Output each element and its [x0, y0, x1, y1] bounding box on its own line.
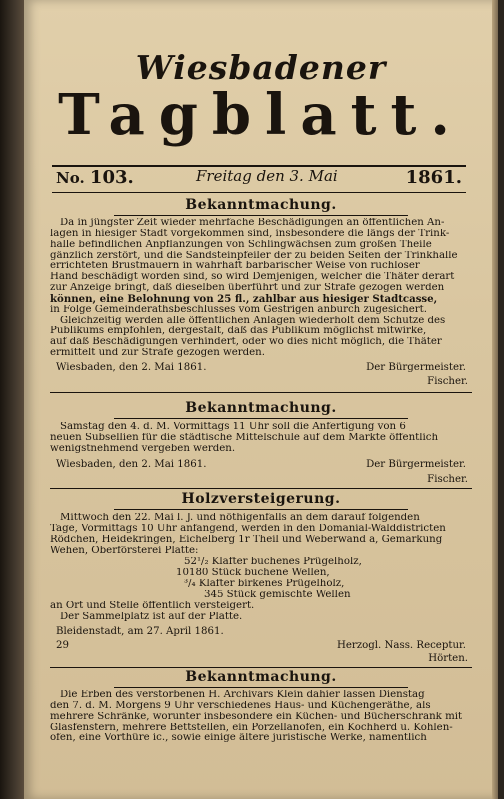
notice-line: Der Sammelplatz ist auf der Platte. [60, 611, 243, 622]
masthead-title: Tagblatt. [58, 82, 464, 148]
notice-1-signer-title: Der Bürgermeister. [366, 362, 466, 373]
masthead-city: Wiesbadener [135, 48, 387, 87]
notice-line: neuen Subsellien für die städtische Mittelschule auf dem Markte öffentlich [50, 432, 439, 443]
notice-3-rule [114, 509, 408, 510]
separator [50, 488, 472, 489]
notice-3-signer-name: Hörten. [428, 653, 468, 664]
notice-3-place-date: Bleidenstadt, am 27. April 1861. [56, 626, 224, 637]
notice-item: ³/₄ Klafter birkenes Prügelholz, [184, 578, 345, 589]
notice-line: Mittwoch den 22. Mai l. J. und nöthigenfalls an dem darauf folgenden [60, 513, 420, 523]
notice-line: mehrere Schränke, worunter insbesondere ein Küchen- und Bücherschrank mit [50, 711, 463, 722]
notice-1-body [50, 218, 472, 359]
notice-item: 345 Stück gemischte Wellen [204, 589, 351, 600]
notice-line: Tage, Vormittags 10 Uhr anfangend, werden in den Domanial-Walddistricten [50, 523, 446, 534]
notice-line: lagen in hiesiger Stadt vorgekommen sind, insbesondere die längs der Trink- [50, 228, 450, 239]
issue-number [56, 167, 134, 188]
notice-line: Die Erben des verstorbenen H. Archivars Klein dahier lassen Dienstag [60, 690, 425, 700]
newspaper-page [24, 0, 498, 799]
notice-3-place-row [50, 626, 472, 638]
notice-2-signature-row [50, 459, 472, 471]
notice-1-place-date: Wiesbaden, den 2. Mai 1861. [56, 362, 207, 373]
notice-2-body [50, 422, 472, 455]
notice-2-place-date: Wiesbaden, den 2. Mai 1861. [56, 459, 207, 470]
separator [50, 392, 472, 393]
notice-3-signer-title: Herzogl. Nass. Receptur. [336, 640, 466, 651]
notice-item: 10180 Stück buchene Wellen, [176, 567, 330, 578]
notice-line: errichteten Brustmauern in wahrhaft barbarischer Weise von ruchloser [50, 261, 420, 272]
notice-3-number: 29 [56, 640, 69, 651]
notice-line: Samstag den 4. d. M. Vormittags 11 Uhr soll die Anfertigung von 6 [60, 422, 406, 432]
notice-line: Glasfenstern, mehrere Bettstellen, ein Porzellanofen, ein Kochherd u. Kohlen- [50, 722, 453, 733]
notice-2-signer-title: Der Bürgermeister. [366, 459, 466, 470]
notice-2-signer-name: Fischer. [427, 474, 468, 485]
issue-year: 1861. [405, 167, 462, 188]
notice-line: können, eine Belohnung von 25 fl., zahlbar aus hiesiger Stadtcasse, [50, 293, 438, 305]
separator [50, 667, 472, 668]
notice-line: ofen, eine Vorthüre ic., sowie einige ältere juristische Werke, namentlich [50, 733, 427, 744]
notice-2-rule [114, 418, 408, 419]
notice-line: zur Anzeige bringt, daß dieselben überführt und zur Strafe gezogen werden [50, 283, 445, 294]
issue-rule-bottom [52, 192, 466, 193]
issue-date: Freitag den 3. Mai [196, 167, 338, 185]
notice-line: wenigstnehmend vergeben werden. [50, 443, 236, 454]
notice-line: ermittelt und zur Strafe gezogen werden. [50, 348, 265, 359]
notice-3-signature-row [50, 640, 472, 652]
notice-1-signer-name: Fischer. [427, 376, 468, 387]
notice-line: Rödchen, Heidekringen, Eichelberg 1r Theil und Weberwand a, Gemarkung [50, 534, 443, 545]
notice-4-rule [114, 687, 408, 688]
notice-3-closing [50, 601, 472, 623]
book-binding [0, 0, 24, 799]
notice-2-heading: Bekanntmachung. [185, 400, 337, 416]
notice-line: Publikums empfohlen, dergestalt, daß das Publikum möglichst mitwirke, [50, 326, 427, 337]
notice-line: Gleichzeitig werden alle öffentlichen Anlagen wiederholt dem Schutze des [60, 315, 446, 326]
notice-4-body [50, 690, 472, 744]
notice-3-items [176, 557, 472, 600]
notice-1-heading: Bekanntmachung. [185, 197, 337, 213]
issue-line [56, 167, 462, 189]
notice-1-rule [114, 215, 408, 216]
issue-number-value: 103. [89, 167, 134, 188]
notice-line: Wehen, Oberförsterei Platte: [50, 545, 199, 556]
notice-3-body [50, 513, 472, 556]
issue-number-prefix: No. [56, 169, 85, 187]
notice-line: an Ort und Stelle öffentlich versteigert. [50, 601, 255, 611]
notice-3-heading: Holzversteigerung. [181, 491, 341, 507]
notice-line: Da in jüngster Zeit wieder mehrfache Beschädigungen an öffentlichen An- [60, 218, 445, 228]
notice-line: gänzlich zerstört, und die Sandsteinpfeiler der zu beiden Seiten der Trinkhalle [50, 250, 458, 261]
notice-line: auf daß Beschädigungen verhindert, oder wo dies nicht möglich, die Thäter [50, 337, 442, 348]
notice-line: in Folge Gemeinderathsbeschlusses vom Gestrigen anburch zugesichert. [50, 304, 427, 315]
notice-1-signature-row [50, 362, 472, 374]
notice-4-heading: Bekanntmachung. [185, 669, 337, 685]
notice-line: Hand beschädigt worden sind, so wird Demjenigen, welcher die Thäter derart [50, 272, 455, 283]
notice-line: halle befindlichen Anpflanzungen von Schlingwächsen zum großen Theile [50, 239, 432, 250]
notice-line: den 7. d. M. Morgens 9 Uhr verschiedenes Haus- und Küchengeräthe, als [50, 700, 431, 711]
notice-item: 52¹/₂ Klafter buchenes Prügelholz, [184, 557, 362, 567]
